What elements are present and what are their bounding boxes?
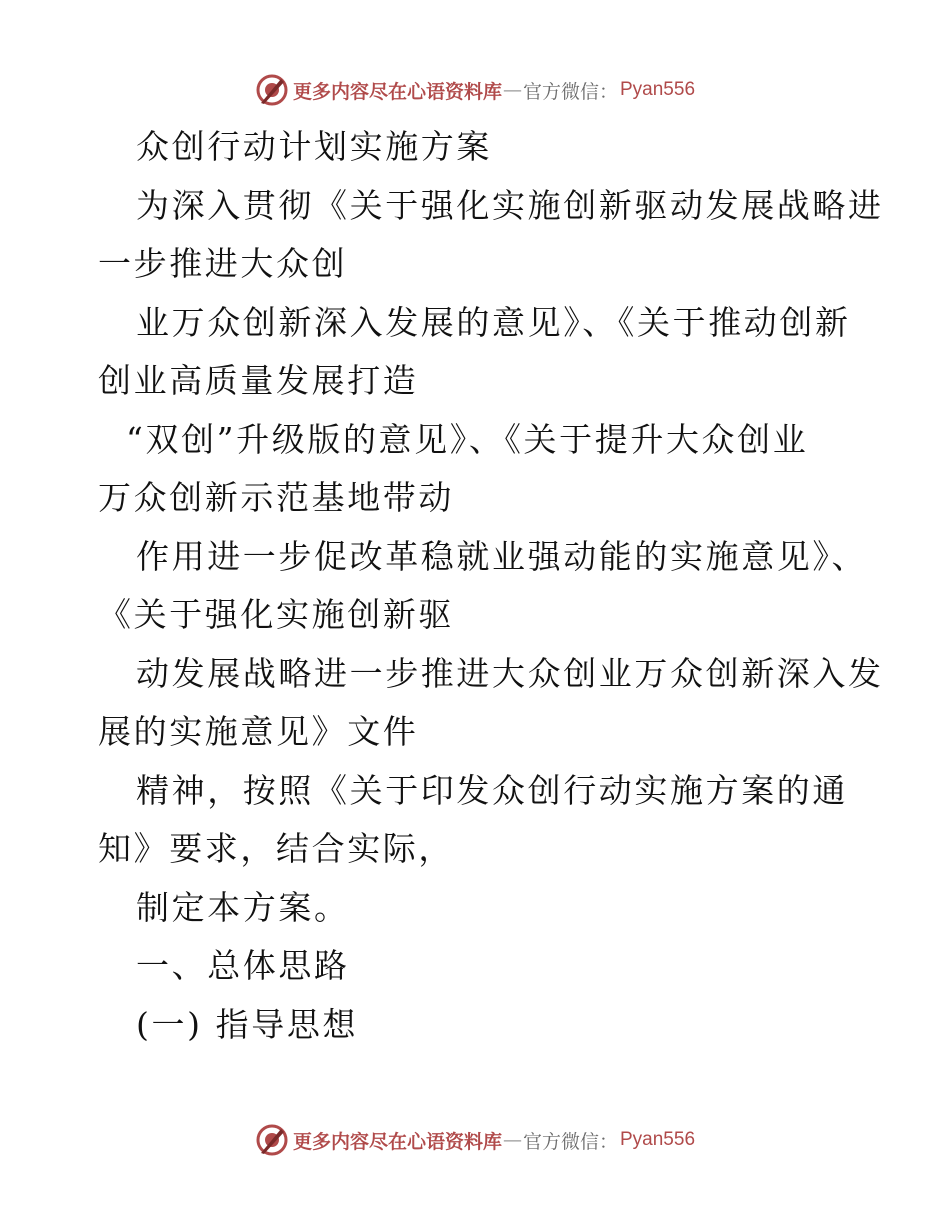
quill-seal-icon (255, 1123, 289, 1157)
paragraph-line: 制定本方案。 (136, 887, 350, 927)
banner-wechat-label: 官方微信： (522, 1130, 618, 1153)
banner-wechat-label: 官方微信： (522, 80, 618, 103)
paragraph-line: 为深入贯彻《关于强化实施创新驱动发展战略进 (136, 185, 884, 225)
paragraph-line: 创业高质量发展打造 (98, 361, 419, 400)
paragraph-line: 《关于强化实施创新驱 (98, 595, 454, 634)
document-title: 众创行动计划实施方案 (136, 127, 492, 166)
section-heading: 一、总体思路 (136, 946, 350, 985)
subsection-heading: (一) 指导思想 (136, 1004, 359, 1044)
paragraph-line: 万众创新示范基地带动 (98, 478, 454, 517)
footer-banner-content (255, 1123, 695, 1157)
banner-brand-text: 更多内容尽在心语资料库 (292, 80, 502, 103)
paragraph-line: 一步推进大众创 (98, 244, 348, 283)
header-banner (0, 68, 950, 112)
footer-banner (0, 1118, 950, 1162)
banner-dash: — (502, 1129, 522, 1151)
paragraph-line: 精神，按照《关于印发众创行动实施方案的通 (136, 770, 848, 810)
banner-brand-text: 更多内容尽在心语资料库 (292, 1130, 502, 1153)
banner-dash: — (502, 79, 522, 101)
banner-wechat-id: Pyan556 (620, 79, 696, 100)
paragraph-line: 动发展战略进一步推进大众创业万众创新深入发 (136, 653, 884, 693)
paragraph-line: 展的实施意见》文件 (98, 712, 419, 751)
paragraph-line: 知》要求，结合实际， (98, 829, 454, 868)
paragraph-line: 业万众创新深入发展的意见》、《关于推动创新 (136, 302, 851, 342)
paragraph-line: “双创”升级版的意见》、《关于提升大众创业 (126, 419, 809, 459)
paragraph-line: 作用进一步促改革稳就业强动能的实施意见》、 (136, 536, 868, 576)
quill-seal-icon (255, 73, 289, 107)
banner-wechat-id: Pyan556 (620, 1129, 696, 1150)
document-body (98, 118, 884, 1054)
header-banner-content (255, 73, 695, 107)
